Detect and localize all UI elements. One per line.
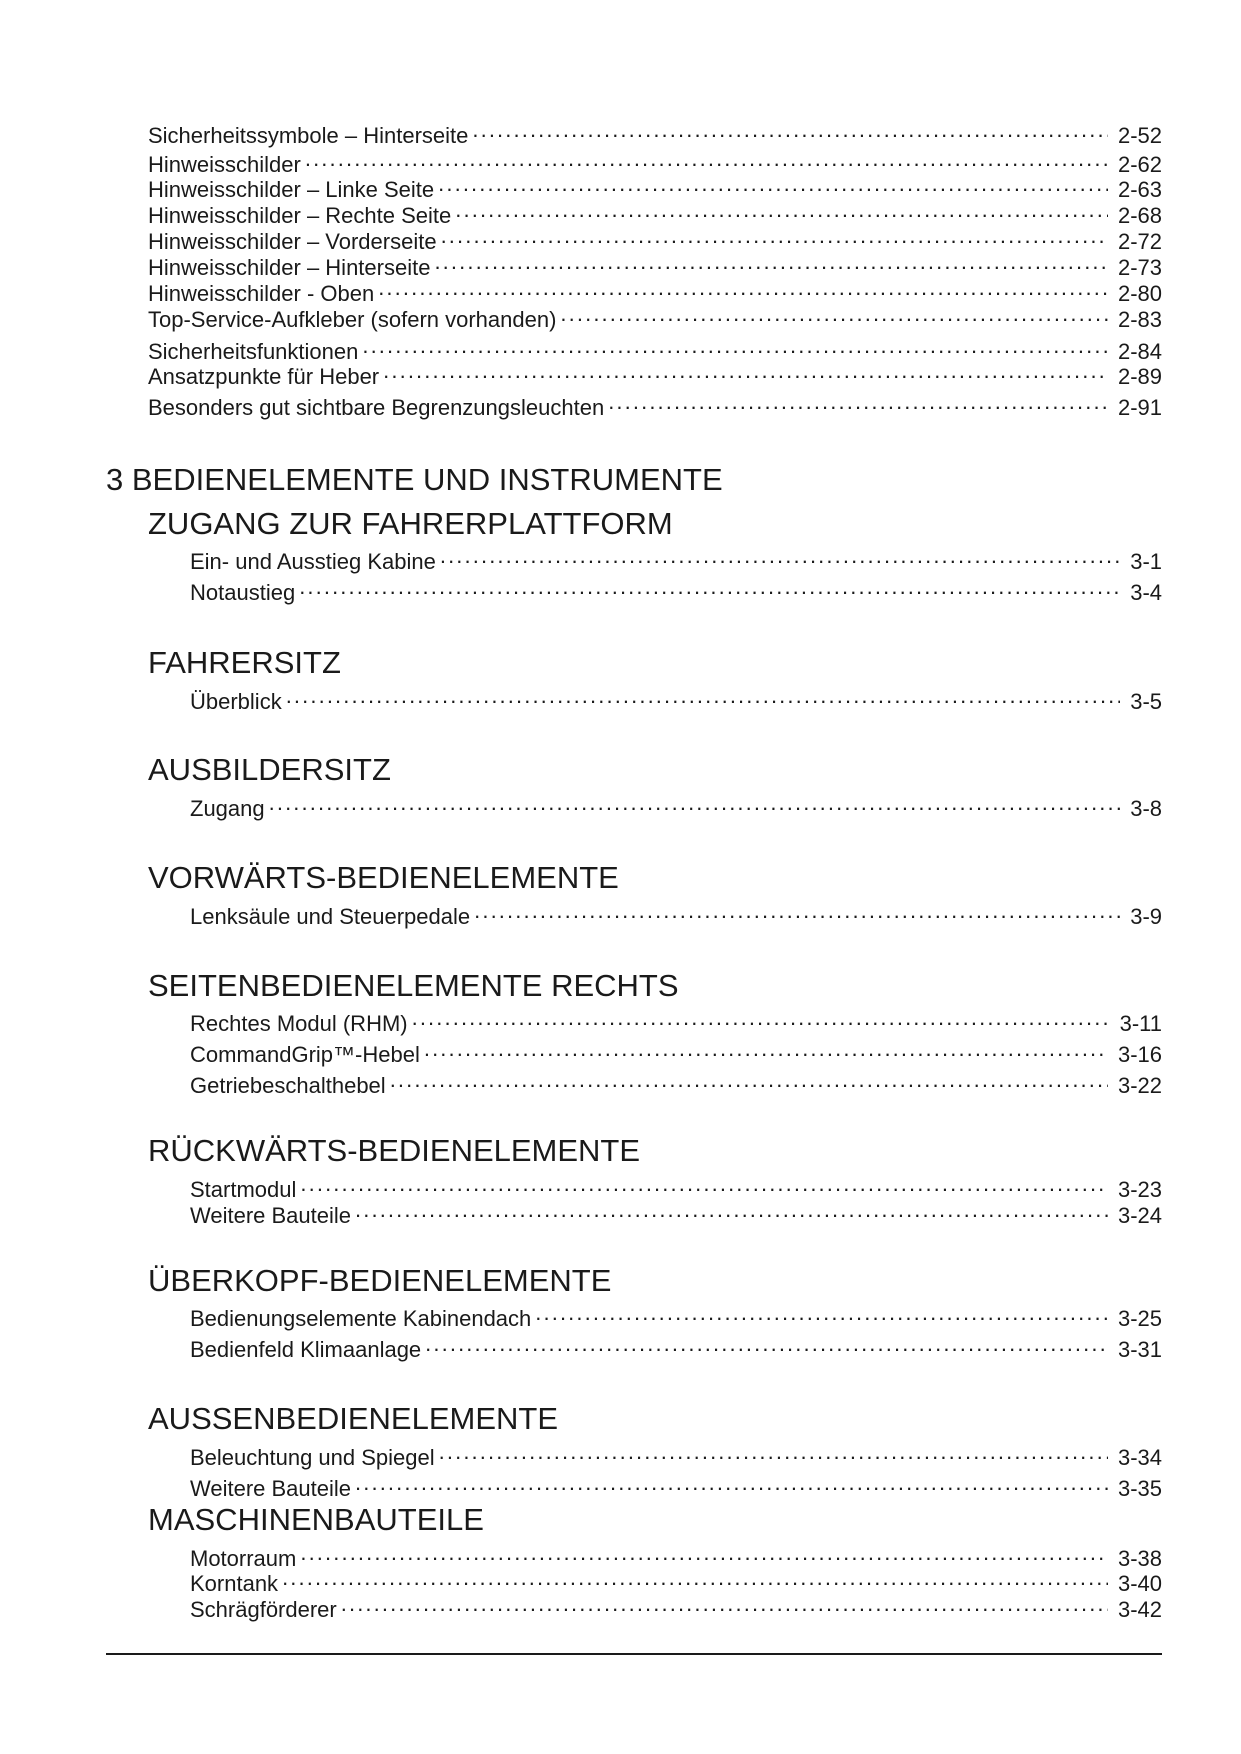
leader-dots [300, 1540, 1108, 1566]
toc-entry-label: Bedienfeld Klimaanlage [190, 1337, 422, 1362]
section-heading[interactable]: MASCHINENBAUTEILE [148, 1502, 484, 1537]
leader-dots [305, 146, 1108, 172]
toc-entry-label: Lenksäule und Steuerpedale [190, 904, 471, 929]
toc-entry-label: Hinweisschilder – Hinterseite [148, 255, 431, 280]
leader-dots [455, 197, 1108, 223]
leader-dots [535, 1300, 1108, 1326]
leader-dots [560, 301, 1108, 327]
toc-entry[interactable] [190, 683, 1162, 715]
toc-entry-page: 3-11 [1119, 1011, 1162, 1036]
toc-entry[interactable] [190, 1067, 1162, 1099]
toc-entry-label: Beleuchtung und Spiegel [190, 1445, 435, 1470]
leader-dots [269, 790, 1121, 816]
toc-entry-label: Ein- und Ausstieg Kabine [190, 549, 436, 574]
footer-rule [106, 1653, 1162, 1655]
section-heading[interactable]: AUSBILDERSITZ [148, 752, 391, 787]
toc-entry[interactable] [190, 1439, 1162, 1471]
leader-dots [472, 117, 1108, 143]
toc-entry-label: Sicherheitssymbole – Hinterseite [148, 123, 469, 148]
toc-entry-page: 2-63 [1117, 177, 1162, 202]
toc-entry-label: Hinweisschilder – Linke Seite [148, 177, 435, 202]
toc-entry-page: 3-42 [1117, 1597, 1162, 1622]
leader-dots [378, 275, 1108, 301]
leader-dots [441, 223, 1108, 249]
toc-entry-label: Notaustieg [190, 580, 296, 605]
toc-entry-page: 3-16 [1117, 1042, 1162, 1067]
section-heading[interactable]: FAHRERSITZ [148, 645, 341, 680]
toc-entry[interactable] [148, 389, 1162, 421]
leader-dots [440, 543, 1120, 569]
toc-entry-label: Zugang [190, 796, 265, 821]
section-heading[interactable]: AUSSENBEDIENELEMENTE [148, 1401, 558, 1436]
toc-entry-label: Überblick [190, 689, 282, 714]
leader-dots [412, 1005, 1110, 1031]
toc-entry-page: 3-5 [1130, 689, 1162, 714]
toc-entry-page: 3-1 [1130, 549, 1162, 574]
toc-entry-label: Besonders gut sichtbare Begrenzungsleuchten [148, 395, 605, 420]
toc-entry-page: 2-84 [1117, 339, 1162, 364]
section-heading[interactable]: SEITENBEDIENELEMENTE RECHTS [148, 968, 679, 1003]
leader-dots [425, 1331, 1108, 1357]
toc-entry-label: Motorraum [190, 1546, 297, 1571]
toc-entry[interactable] [190, 1331, 1162, 1363]
section-heading[interactable]: VORWÄRTS-BEDIENELEMENTE [148, 860, 619, 895]
toc-entry-label: Ansatzpunkte für Heber [148, 364, 380, 389]
leader-dots [439, 1439, 1108, 1465]
leader-dots [286, 683, 1121, 709]
section-heading[interactable]: ÜBERKOPF-BEDIENELEMENTE [148, 1263, 612, 1298]
section-heading[interactable]: RÜCKWÄRTS-BEDIENELEMENTE [148, 1133, 641, 1168]
leader-dots [355, 1470, 1108, 1496]
toc-entry-label: Schrägförderer [190, 1597, 337, 1622]
toc-entry[interactable] [190, 1036, 1162, 1068]
toc-entry-page: 2-91 [1117, 395, 1162, 420]
leader-dots [434, 249, 1108, 275]
toc-entry-label: Hinweisschilder – Rechte Seite [148, 203, 452, 228]
toc-entry-page: 3-24 [1117, 1203, 1162, 1228]
leader-dots [474, 898, 1120, 924]
toc-entry-label: Weitere Bauteile [190, 1203, 352, 1228]
toc-entry[interactable] [190, 1591, 1162, 1623]
leader-dots [300, 1171, 1108, 1197]
leader-dots [341, 1591, 1108, 1617]
toc-entry[interactable] [148, 301, 1162, 333]
toc-entry[interactable] [148, 358, 1162, 390]
leader-dots [282, 1565, 1108, 1591]
toc-entry-page: 3-22 [1117, 1073, 1162, 1098]
toc-entry-page: 2-89 [1117, 364, 1162, 389]
leader-dots [299, 574, 1120, 600]
toc-entry[interactable] [148, 117, 1162, 149]
leader-dots [438, 171, 1108, 197]
toc-entry[interactable] [190, 1005, 1162, 1037]
toc-entry-page: 3-8 [1130, 796, 1162, 821]
toc-entry-page: 2-68 [1117, 203, 1162, 228]
toc-entry-page: 3-9 [1130, 904, 1162, 929]
toc-entry-page: 3-38 [1117, 1546, 1162, 1571]
leader-dots [383, 358, 1108, 384]
toc-entry-page: 3-23 [1117, 1177, 1162, 1202]
toc-entry-label: Sicherheitsfunktionen [148, 339, 359, 364]
chapter-title[interactable]: 3 BEDIENELEMENTE UND INSTRUMENTE [106, 462, 723, 497]
leader-dots [424, 1036, 1108, 1062]
toc-entry-label: Bedienungselemente Kabinendach [190, 1306, 532, 1331]
toc-entry-label: Startmodul [190, 1177, 297, 1202]
leader-dots [362, 333, 1108, 359]
section-heading[interactable]: ZUGANG ZUR FAHRERPLATTFORM [148, 506, 673, 541]
toc-entry-page: 2-80 [1117, 281, 1162, 306]
toc-entry-page: 2-52 [1117, 123, 1162, 148]
toc-entry-page: 2-62 [1117, 152, 1162, 177]
toc-entry-label: Hinweisschilder – Vorderseite [148, 229, 437, 254]
toc-entry-page: 2-72 [1117, 229, 1162, 254]
toc-entry[interactable] [190, 574, 1162, 606]
toc-entry-label: Weitere Bauteile [190, 1476, 352, 1501]
toc-entry-label: Hinweisschilder [148, 152, 301, 177]
leader-dots [608, 389, 1108, 415]
toc-entry-page: 3-31 [1117, 1337, 1162, 1362]
toc-entry-page: 3-40 [1117, 1571, 1162, 1596]
toc-entry-label: CommandGrip™-Hebel [190, 1042, 420, 1067]
toc-entry-label: Top-Service-Aufkleber (sofern vorhanden) [148, 307, 557, 332]
toc-entry-page: 2-83 [1117, 307, 1162, 332]
toc-entry[interactable] [190, 1197, 1162, 1229]
leader-dots [355, 1197, 1108, 1223]
toc-entry-label: Korntank [190, 1571, 279, 1596]
leader-dots [390, 1067, 1108, 1093]
toc-entry-page: 2-73 [1117, 255, 1162, 280]
toc-entry-page: 3-4 [1130, 580, 1162, 605]
toc-entry[interactable] [190, 790, 1162, 822]
toc-entry-page: 3-34 [1117, 1445, 1162, 1470]
toc-entry-page: 3-35 [1117, 1476, 1162, 1501]
toc-entry[interactable] [190, 898, 1162, 930]
toc-entry-label: Getriebeschalthebel [190, 1073, 386, 1098]
toc-entry-label: Rechtes Modul (RHM) [190, 1011, 408, 1036]
toc-entry[interactable] [190, 1300, 1162, 1332]
toc-entry[interactable] [190, 543, 1162, 575]
toc-entry-page: 3-25 [1117, 1306, 1162, 1331]
toc-entry-label: Hinweisschilder - Oben [148, 281, 375, 306]
toc-entry[interactable] [190, 1470, 1162, 1502]
